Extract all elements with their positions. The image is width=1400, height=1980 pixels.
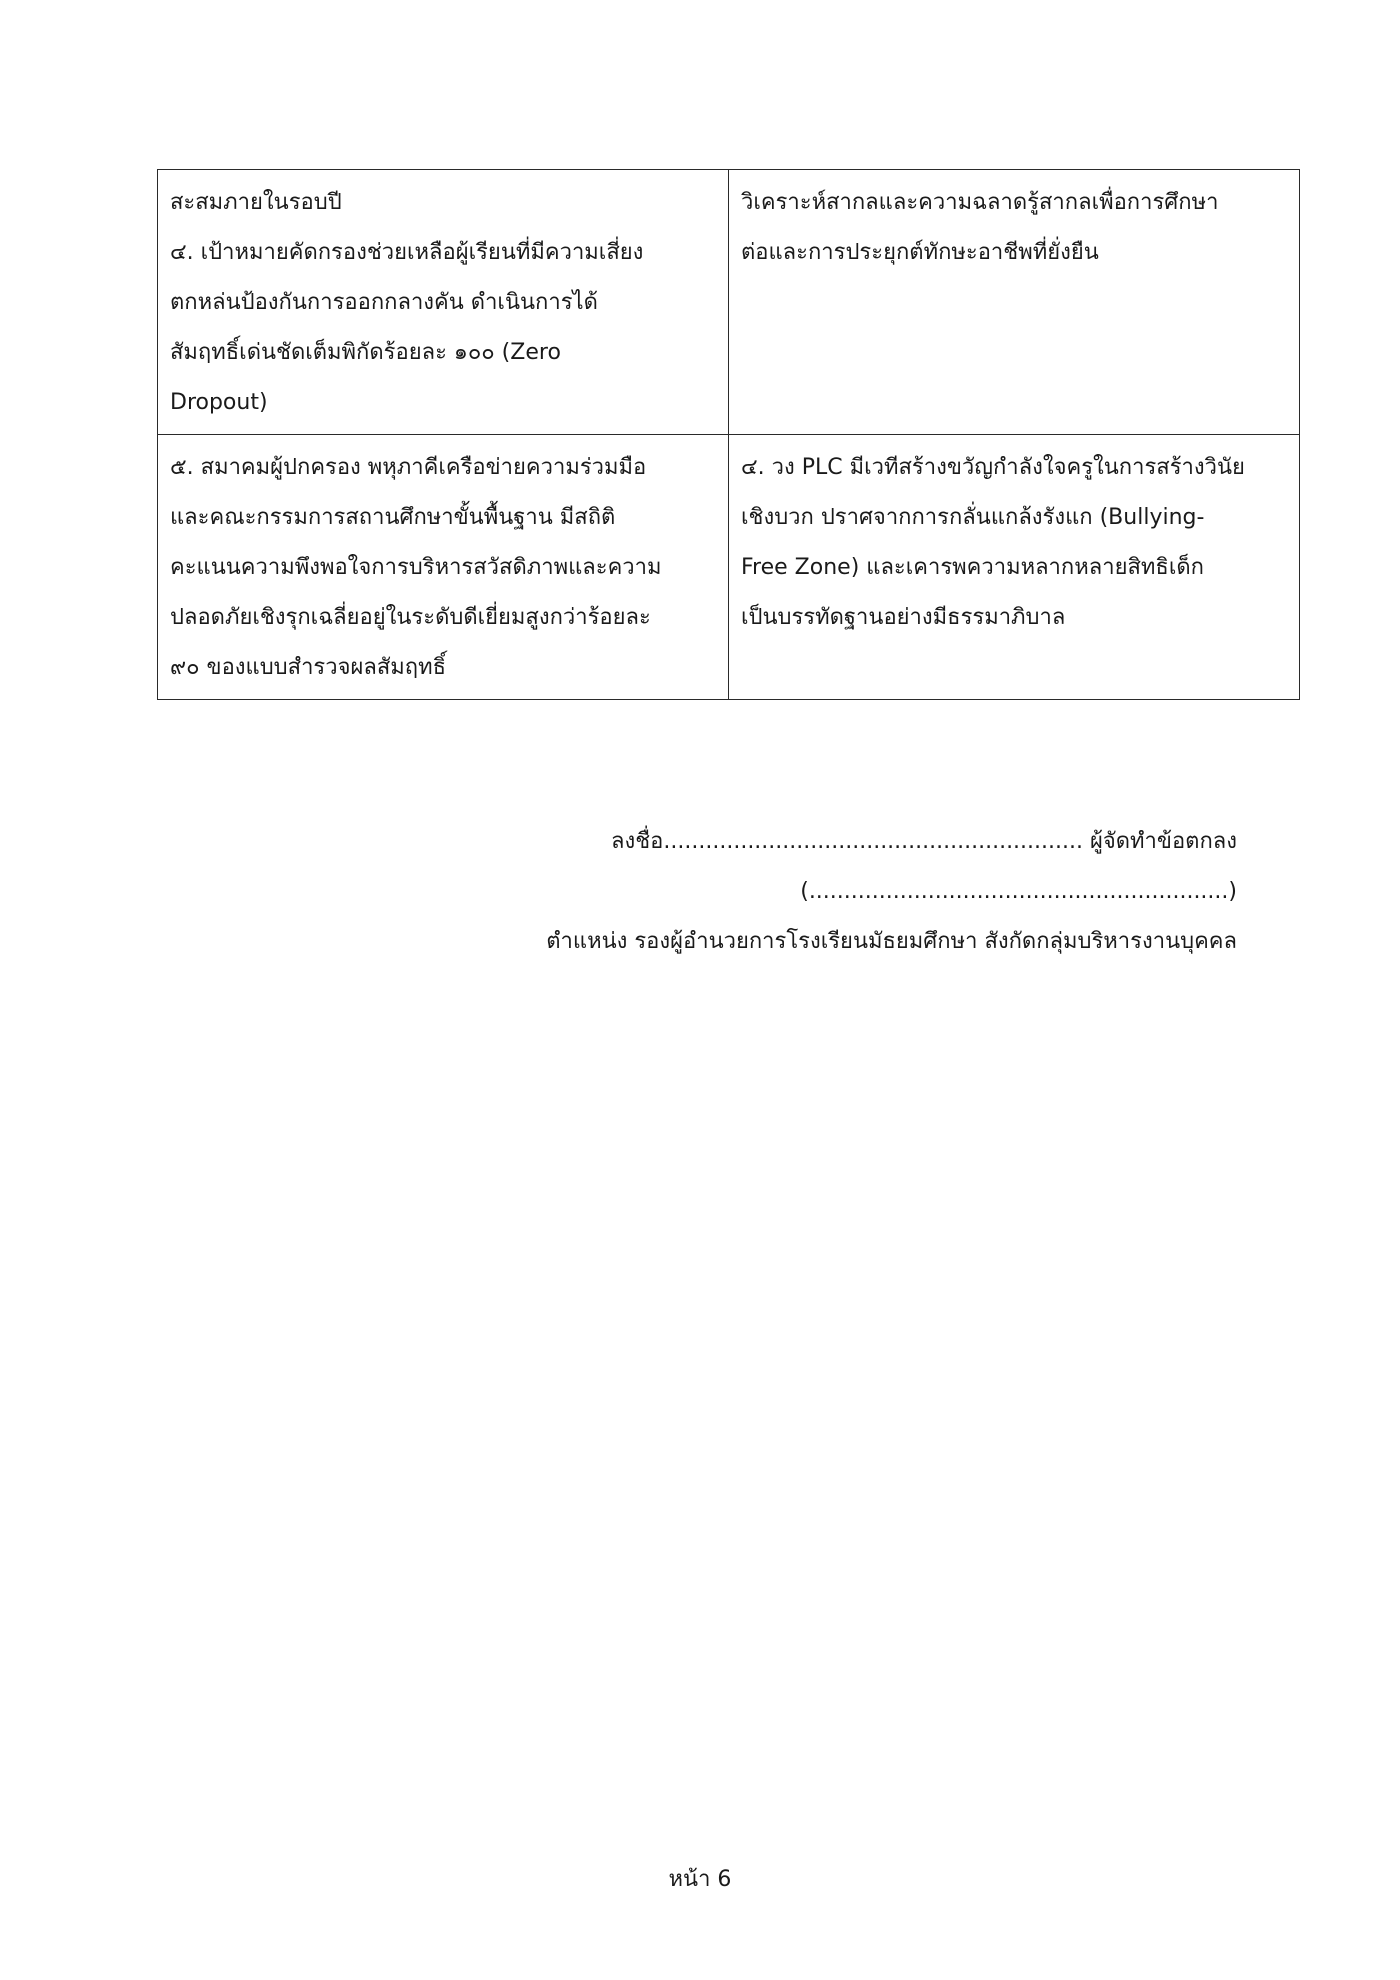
cell-text-line: คะแนนความพึงพอใจการบริหารสวัสดิภาพและความ [170,555,662,580]
cell-text-line: สะสมภายในรอบปี [170,190,342,215]
cell-text-line: ๕. สมาคมผู้ปกครอง พหุภาคีเครือข่ายความร่วมมือ [170,455,647,480]
table-cell-right [729,435,1300,700]
cell-text-line: Dropout) [170,390,268,415]
table-cell-left [158,170,729,435]
signer-name-line: (............................................................) [800,879,1237,904]
page-number: หน้า 6 [668,1867,732,1892]
cell-text-line: และคณะกรรมการสถานศึกษาขั้นพื้นฐาน มีสถิติ [170,505,616,530]
cell-text-line: เป็นบรรทัดฐานอย่างมีธรรมาภิบาล [741,605,1066,630]
cell-text-line: Free Zone) และเคารพความหลากหลายสิทธิเด็ก [741,555,1204,580]
cell-text-line: วิเคราะห์สากลและความฉลาดรู้สากลเพื่อการศึกษา [741,190,1219,215]
cell-text-line: เชิงบวก ปราศจากการกลั่นแกล้งรังแก (Bullying- [741,505,1205,530]
table-row [158,435,1300,700]
cell-text-line: ตกหล่นป้องกันการออกกลางคัน ดำเนินการได้ [170,290,598,315]
agreement-table [157,169,1300,700]
signature-block [546,817,1237,967]
signer-position-line: ตำแหน่ง รองผู้อำนวยการโรงเรียนมัธยมศึกษา สังกัดกลุ่มบริหารงานบุคคล [546,929,1237,954]
cell-text-line: ต่อและการประยุกต์ทักษะอาชีพที่ยั่งยืน [741,240,1099,265]
table-cell-left [158,435,729,700]
cell-text-line: ปลอดภัยเชิงรุกเฉลี่ยอยู่ในระดับดีเยี่ยมสูงกว่าร้อยละ [170,605,651,630]
signature-line: ลงชื่อ............................................................ ผู้จัดทำข้อตกลง [611,829,1237,854]
cell-text-line: ๔. วง PLC มีเวทีสร้างขวัญกำลังใจครูในการสร้างวินัย [741,455,1245,480]
cell-text-line: ๔. เป้าหมายคัดกรองช่วยเหลือผู้เรียนที่มีความเสี่ยง [170,240,644,265]
table-row [158,170,1300,435]
cell-text-line: ๙๐ ของแบบสำรวจผลสัมฤทธิ์ [170,655,447,680]
cell-text-line: สัมฤทธิ์เด่นชัดเต็มพิกัดร้อยละ ๑๐๐ (Zero [170,340,561,365]
table-cell-right [729,170,1300,435]
